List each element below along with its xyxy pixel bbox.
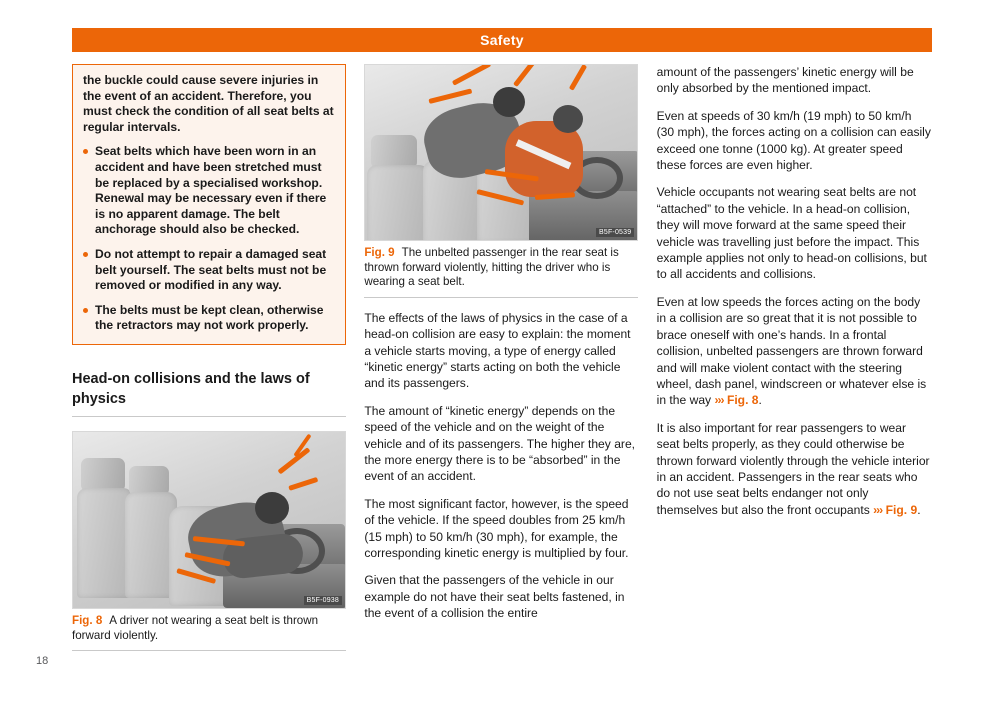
- body-text: It is also important for rear passengers to wear seat belts properly, as they could otherwise be thrown forward violently through the vehicle interior in an accident. Passengers in the rear seats who do not use seat belts endanger not only themselves but also the front occupants: [656, 420, 930, 517]
- column-left: [72, 64, 347, 644]
- figure-8-image: [72, 431, 346, 609]
- page-header-title: Safety: [480, 32, 524, 48]
- body-paragraph-with-figure-reference: [657, 420, 932, 518]
- reference-arrows-icon: ›››: [714, 393, 724, 408]
- figure-8-caption-text: A driver not wearing a seat belt is thrown forward violently.: [72, 613, 319, 642]
- column-middle: [364, 64, 639, 644]
- body-text-end: .: [758, 393, 762, 408]
- body-paragraph: amount of the passengers’ kinetic energy will be only absorbed by the mentioned impact.: [656, 65, 914, 96]
- page-header-banner: [72, 28, 932, 52]
- figure-9-caption-text: The unbelted passenger in the rear seat is thrown forward violently, hitting the driver who is wearing a seat belt.: [364, 246, 619, 289]
- body-paragraph: The most significant factor, however, is the speed of the vehicle. If the speed doubles from 25 km/h (15 mph) to 50 km/h (30 mph), for example, the corresponding kinetic energy is multiplied by four.: [364, 496, 629, 561]
- figure-8-label: Fig. 8: [72, 613, 103, 627]
- figure-8-caption: [72, 614, 346, 651]
- body-paragraph: Given that the passengers of the vehicle in our example do not have their seat belts fastened, in the event of a collision the entire: [364, 573, 625, 621]
- body-paragraph-with-figure-reference: [657, 294, 932, 409]
- note-bullet-text: Do not attempt to repair a damaged seat belt yourself. The seat belts must not be removed or modified in any way.: [95, 246, 327, 293]
- note-paragraph: the buckle could cause severe injuries in the event of an accident. Therefore, you must check the condition of all seat belts at regular intervals.: [83, 73, 334, 134]
- page-number: 18: [36, 655, 49, 667]
- bullet-dot-icon: [83, 308, 88, 313]
- figure-9: [364, 64, 638, 298]
- section-heading: Head-on collisions and the laws of physics: [72, 369, 346, 417]
- note-bullet-text: Seat belts which have been worn in an accident and have been stretched must be replaced by a specialised workshop. Renewal may be necessary even if there is no apparent damage. The belt anchorage should also be checked.: [95, 144, 327, 237]
- figure-8-image-code: B5F-0938: [304, 596, 342, 605]
- body-paragraph: Vehicle occupants not wearing seat belts are not “attached” to the vehicle. In a head-on collision, they will move forward at the same speed their vehicle was travelling just before the impact. This example applies not only to head-on collisions, but to all accidents and collisions.: [656, 185, 927, 282]
- reference-arrows-icon: ›››: [873, 502, 883, 517]
- bullet-dot-icon: [83, 149, 88, 154]
- content-columns: [72, 64, 932, 644]
- figure-9-label: Fig. 9: [364, 246, 395, 259]
- figure-9-image-code: B5F-0539: [596, 228, 634, 237]
- figure-8: [72, 431, 346, 651]
- warning-note-box: [72, 64, 346, 345]
- bullet-dot-icon: [83, 252, 88, 257]
- body-paragraph: The effects of the laws of physics in the case of a head-on collision are easy to explain: the moment a vehicle starts moving, a type of energy called “kinetic energy” starts acting on both the vehicle and its passengers.: [364, 310, 631, 391]
- body-paragraph: Even at speeds of 30 km/h (19 mph) to 50 km/h (30 mph), the forces acting on a collision can easily exceed one tonne (1000 kg). At greater speed these forces are even higher.: [656, 108, 931, 173]
- figure-9-image: [364, 64, 638, 241]
- figure-9-reference-link[interactable]: Fig. 9: [885, 502, 918, 517]
- column-right: [657, 64, 932, 644]
- body-text-end: .: [917, 502, 921, 517]
- figure-8-reference-link[interactable]: Fig. 8: [726, 393, 759, 408]
- note-bullet-item: [83, 144, 335, 238]
- note-bullet-text: The belts must be kept clean, otherwise the retractors may not work properly.: [95, 302, 324, 333]
- figure-9-caption: [364, 246, 638, 298]
- body-paragraph: The amount of “kinetic energy” depends on the speed of the vehicle and on the weight of the vehicle and of its passengers. The higher they are, the more energy there is to be “absorbed” in the event of an accident.: [364, 403, 636, 484]
- note-bullet-item: [83, 247, 335, 294]
- body-text: Even at low speeds the forces acting on the body in a collision are so great that it is not possible to brace oneself with one’s hands. In a frontal collision, unbelted passengers are thrown forward and will make violent contact with the steering wheel, dash panel, windscreen or whatever else is in the way: [656, 294, 927, 408]
- note-bullet-item: [83, 303, 335, 334]
